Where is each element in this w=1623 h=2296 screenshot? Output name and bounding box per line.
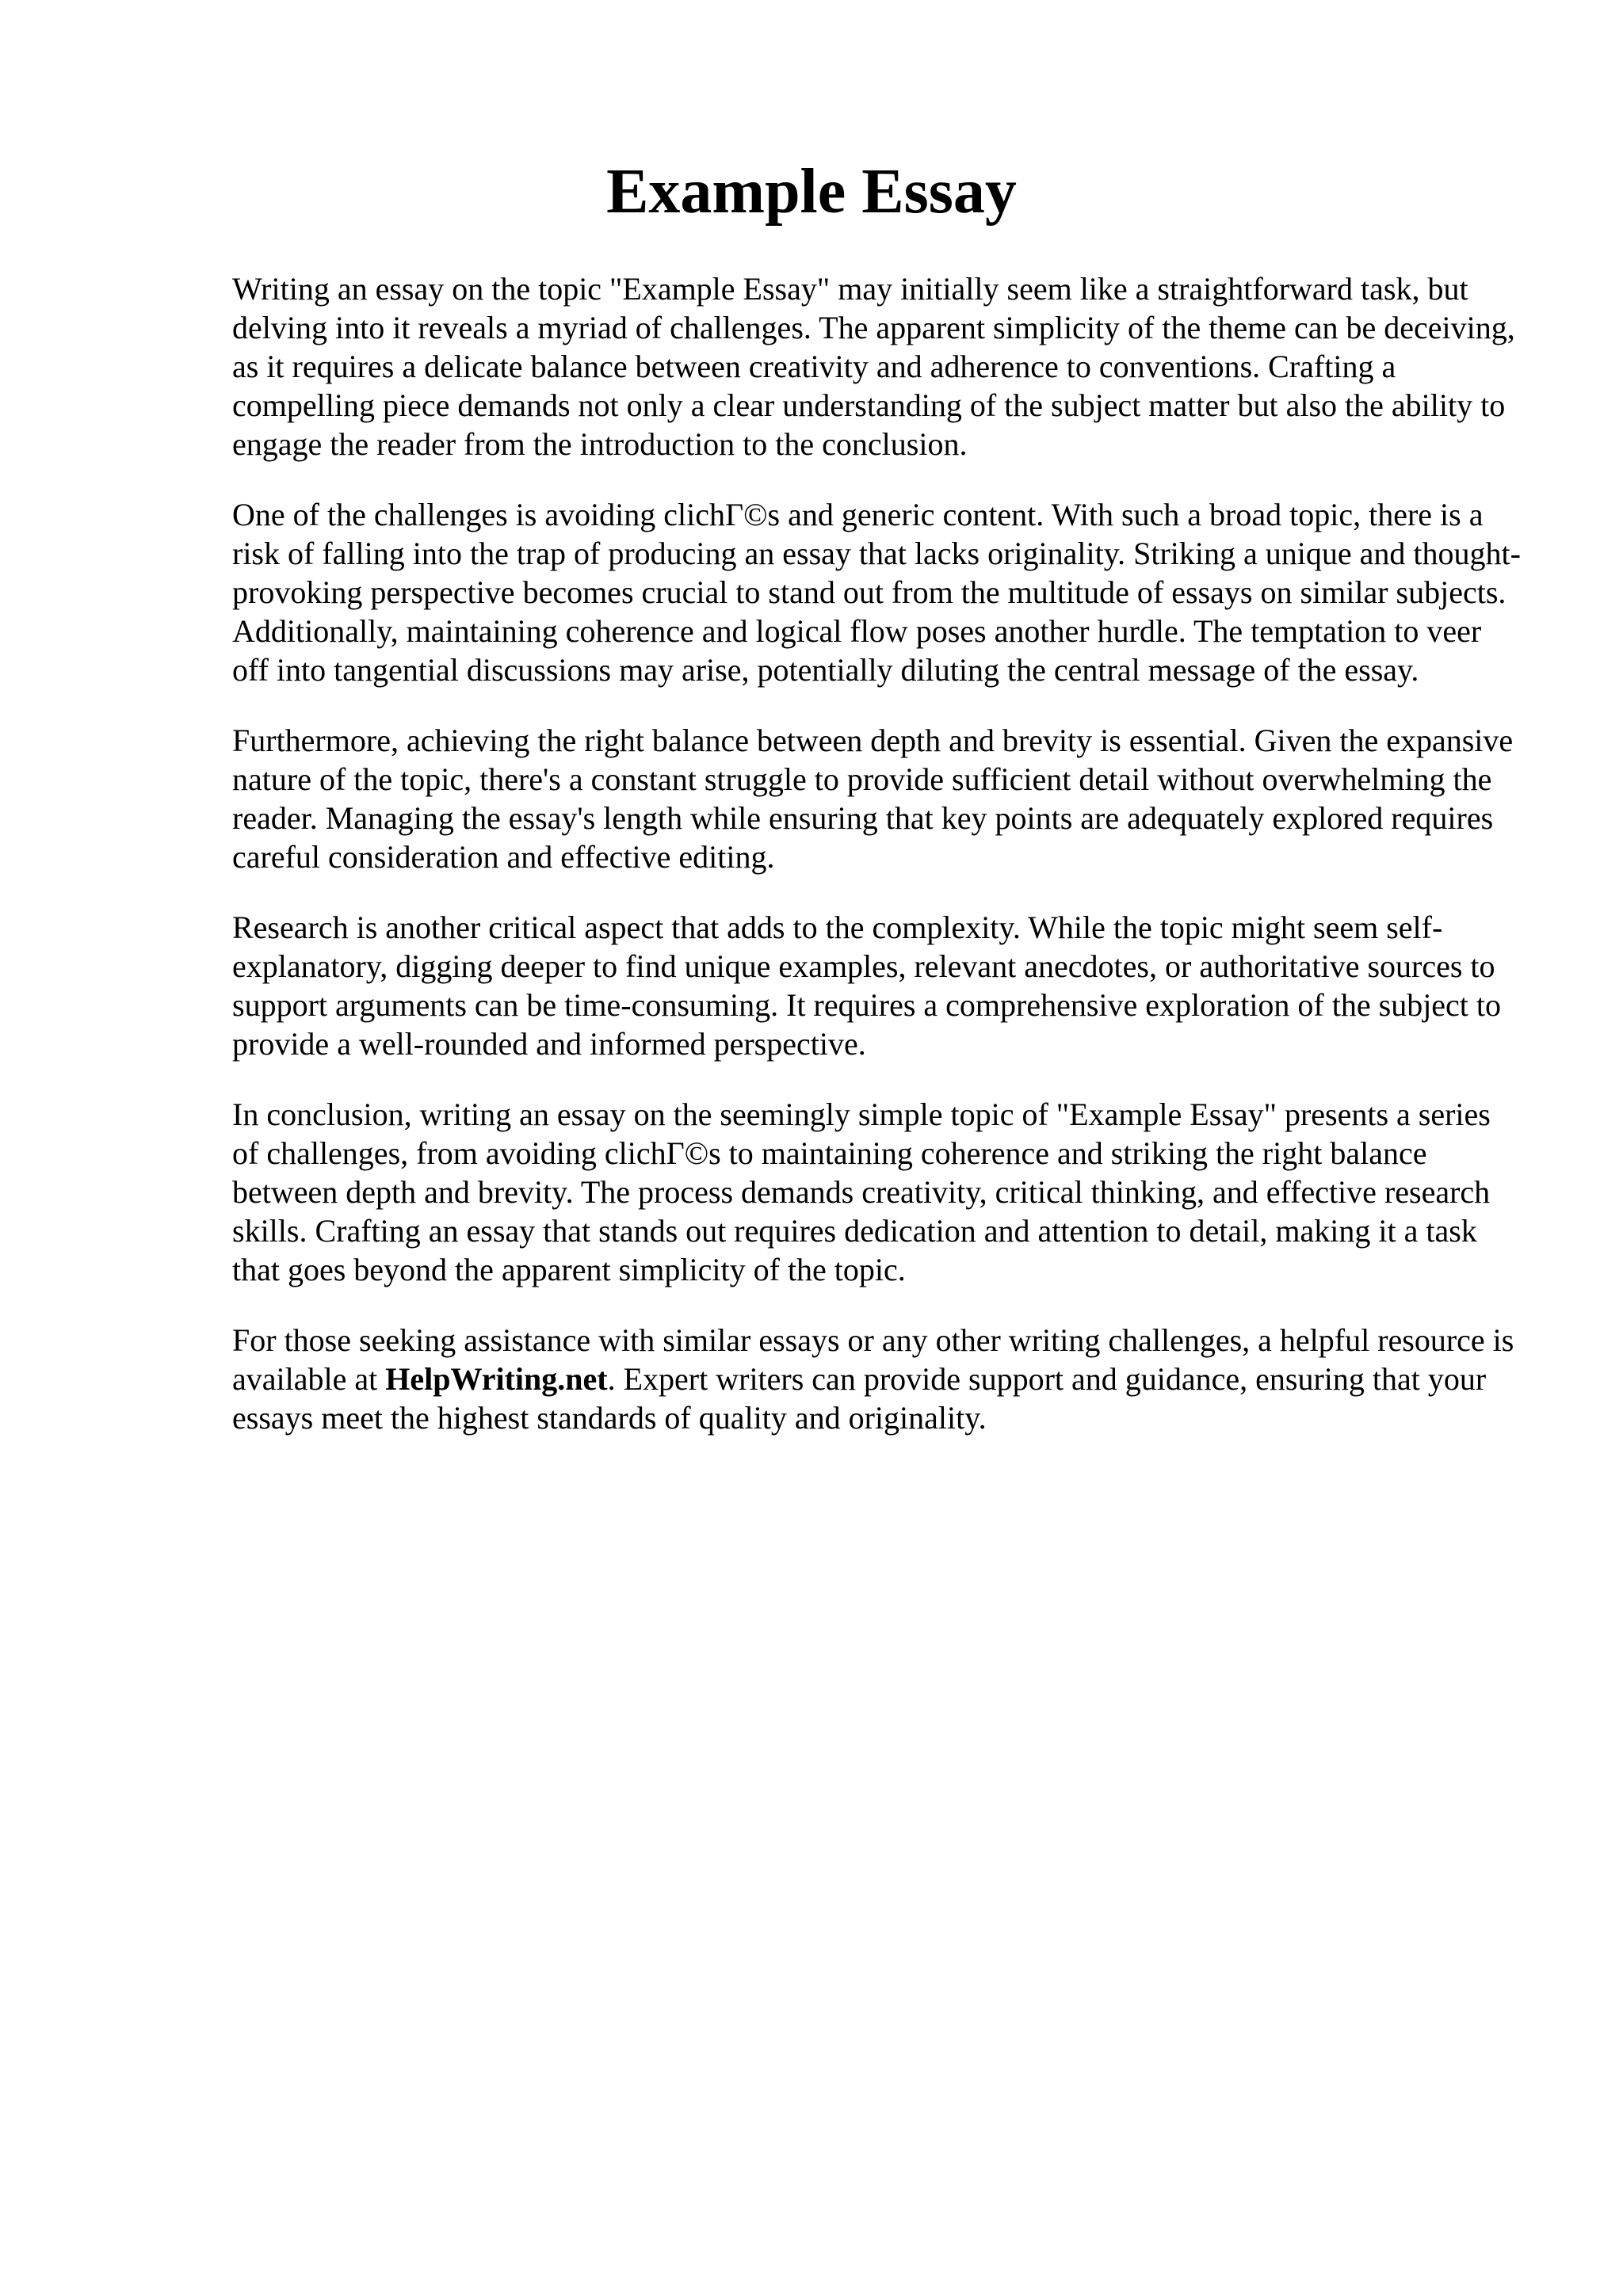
closing-text-after: . Expert writers can provide support and guidance, ensuring that your essays meet the highest standards of quality and originality. — [232, 1361, 1487, 1436]
brand-name: HelpWriting.net — [385, 1361, 608, 1397]
page-title: Example Essay — [606, 157, 1017, 227]
closing-paragraph — [232, 1321, 1524, 1437]
paragraph-3: Furthermore, achieving the right balance between depth and brevity is essential. Given the expansive nature of the topic, there's a constant struggle to provide sufficient detail without overwhelming the reader. Managing the essay's length while ensuring that key points are adequately explored requires careful consideration and effective editing. — [232, 723, 1514, 875]
paragraph-5: In conclusion, writing an essay on the seemingly simple topic of "Example Essay" presents a series of challenges, from avoiding clichΓ©s to maintaining coherence and striking the right balance between depth and brevity. The process demands creativity, critical thinking, and effective research skills. Crafting an essay that stands out requires dedication and attention to detail, making it a task that goes beyond the apparent simplicity of the topic. — [232, 1097, 1491, 1287]
paragraph-2: One of the challenges is avoiding clichΓ©s and generic content. With such a broad topic, there is a risk of falling into the trap of producing an essay that lacks originality. Striking a unique and thought-provoking perspective becomes crucial to stand out from the multitude of essays on similar subjects. Additionally, maintaining coherence and logical flow poses another hurdle. The temptation to veer off into tangential discussions may arise, potentially diluting the central message of the essay. — [232, 497, 1521, 688]
closing-text-before: For those seeking assistance with similar essays or any other writing challenges, a helpful resource is available at — [232, 1322, 1514, 1397]
paragraph-1: Writing an essay on the topic "Example Essay" may initially seem like a straightforward task, but delving into it reveals a myriad of challenges. The apparent simplicity of the theme can be deceiving, as it requires a delicate balance between creativity and adherence to conventions. Crafting a compelling piece demands not only a clear understanding of the subject matter but also the ability to engage the reader from the introduction to the conclusion. — [232, 271, 1515, 462]
essay-body — [232, 269, 1524, 1469]
paragraph-4: Research is another critical aspect that adds to the complexity. While the topic might seem self-explanatory, digging deeper to find unique examples, relevant anecdotes, or authoritative sources to support arguments can be time-consuming. It requires a comprehensive exploration of the subject to provide a well-rounded and informed perspective. — [232, 910, 1502, 1062]
